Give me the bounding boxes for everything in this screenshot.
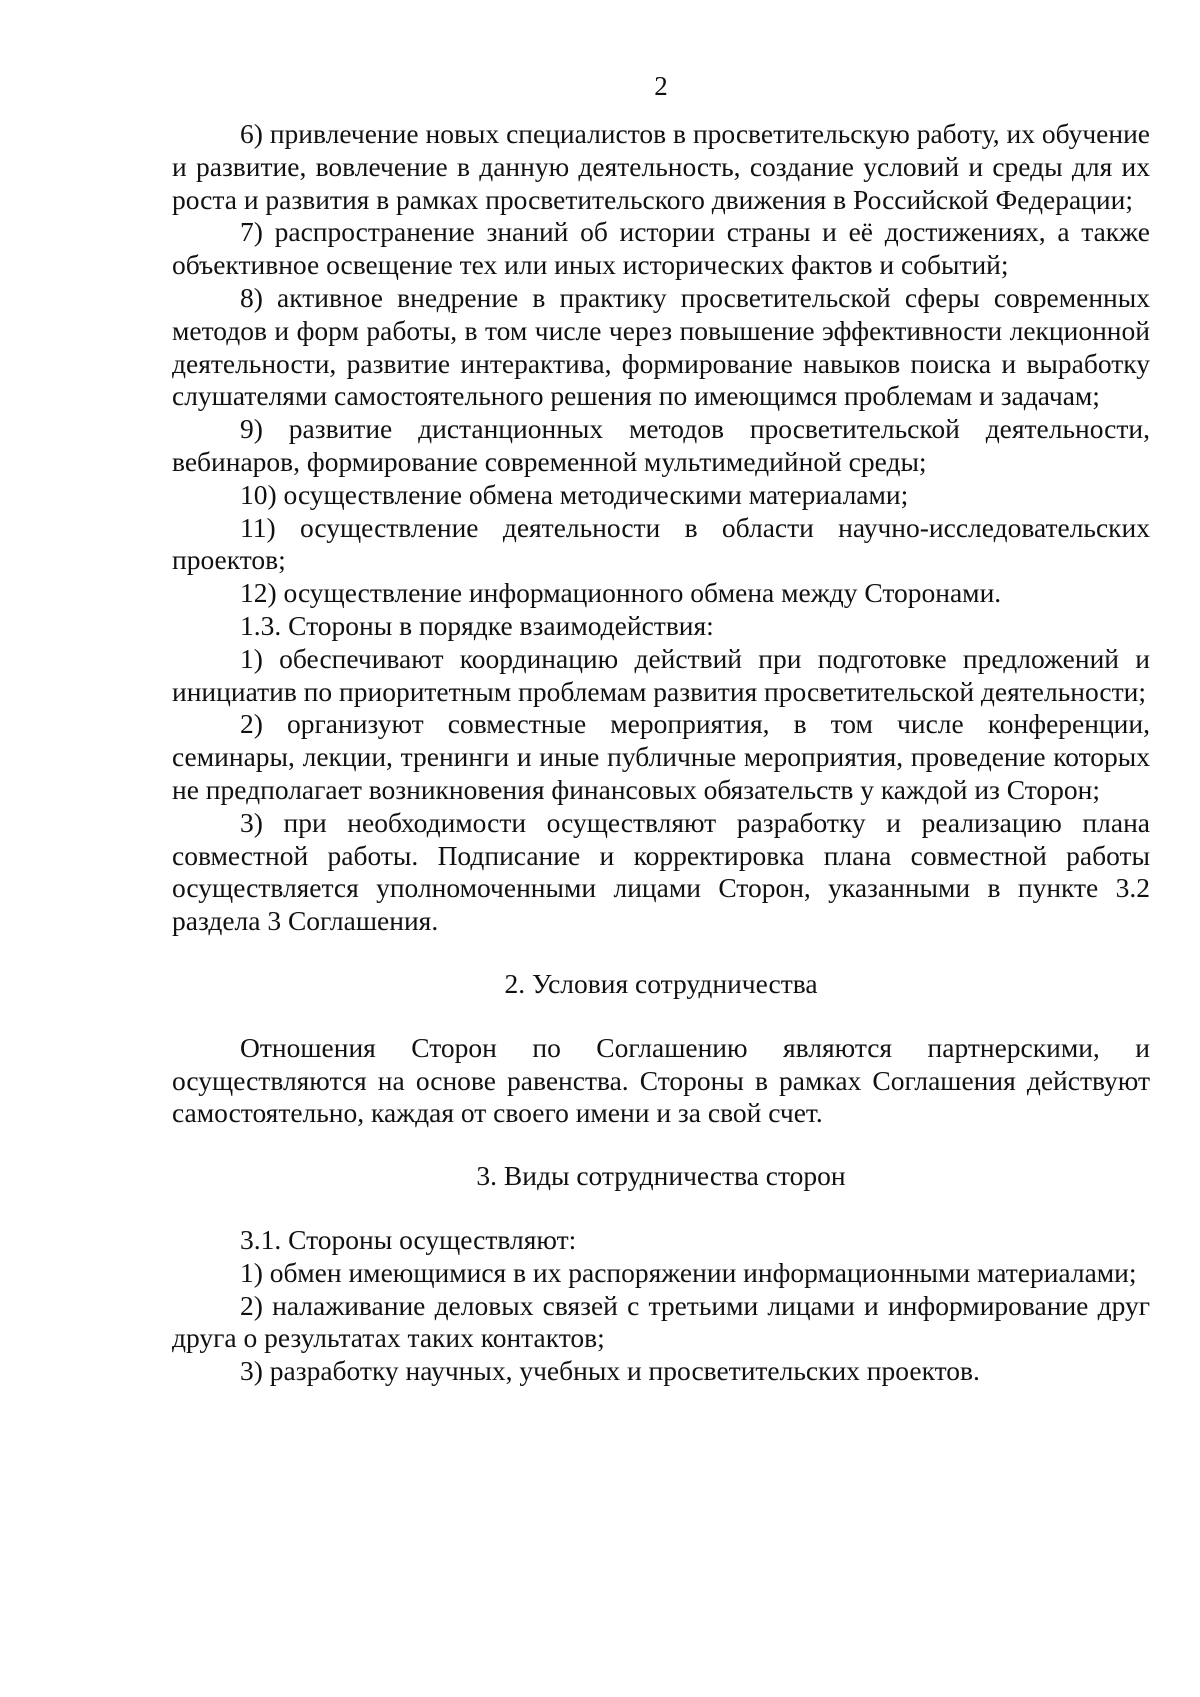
list-item: 3) разработку научных, учебных и просветительских проектов.: [240, 1355, 980, 1387]
list-item: 7) распространение знаний об истории страны и её достижениях, а также объективное освещение тех или иных исторических фактов и событий;: [172, 216, 1150, 281]
list-item: 11) осуществление деятельности в области научно-исследовательских проектов;: [172, 511, 1150, 576]
section-3-heading: 3. Виды сотрудничества сторон: [476, 1160, 846, 1192]
page-number: 2: [654, 71, 668, 101]
list-item: 2) организуют совместные мероприятия, в том числе конференции, семинары, лекции, тренинги и иные публичные мероприятия, проведение которых не предполагает возникновения финансовых обязательств у каждой из Сторон;: [172, 708, 1150, 805]
list-item: 1) обеспечивают координацию действий при подготовке предложений и инициатив по приоритетным проблемам развития просветительской деятельности;: [172, 642, 1150, 707]
list-item: 9) развитие дистанционных методов просветительской деятельности, вебинаров, формирование современной мультимедийной среды;: [172, 413, 1150, 477]
document-body: [172, 118, 1150, 1388]
list-item: 8) активное внедрение в практику просветительской сферы современных методов и форм работы, в том числе через повышение эффективности лекционной деятельности, развитие интерактива, формирование навыков поиска и выработку слушателями самостоятельного решения по имеющимся проблемам и задачам;: [172, 281, 1150, 412]
list-item: 12) осуществление информационного обмена между Сторонами.: [240, 577, 1002, 609]
clause-3-1-title: 3.1. Стороны осуществляют:: [240, 1223, 577, 1255]
list-item: 6) привлечение новых специалистов в просветительскую работу, их обучение и развитие, вовлечение в данную деятельность, создание условий и среды для их роста и развития в рамках просветительского движения в Российской Федерации;: [172, 118, 1150, 215]
section-2-text: Отношения Сторон по Соглашению являются партнерскими, и осуществляются на основе равенства. Стороны в рамках Соглашения действуют самостоятельно, каждая от своего имени и за свой счет.: [172, 1031, 1150, 1129]
section-2-heading: 2. Условия сотрудничества: [504, 967, 818, 999]
list-item: 2) налаживание деловых связей с третьими лицами и информирование друг друга о результатах таких контактов;: [172, 1289, 1150, 1354]
list-item: 3) при необходимости осуществляют разработку и реализацию плана совместной работы. Подписание и корректировка плана совместной работы осуществляется уполномоченными лицами Сторон, указанными в пункте 3.2 раздела 3 Соглашения.: [172, 806, 1150, 937]
list-item: 10) осуществление обмена методическими материалами;: [240, 478, 909, 510]
clause-1-3-title: 1.3. Стороны в порядке взаимодействия:: [240, 609, 714, 641]
list-item: 1) обмен имеющимися в их распоряжении информационными материалами;: [240, 1256, 1137, 1288]
